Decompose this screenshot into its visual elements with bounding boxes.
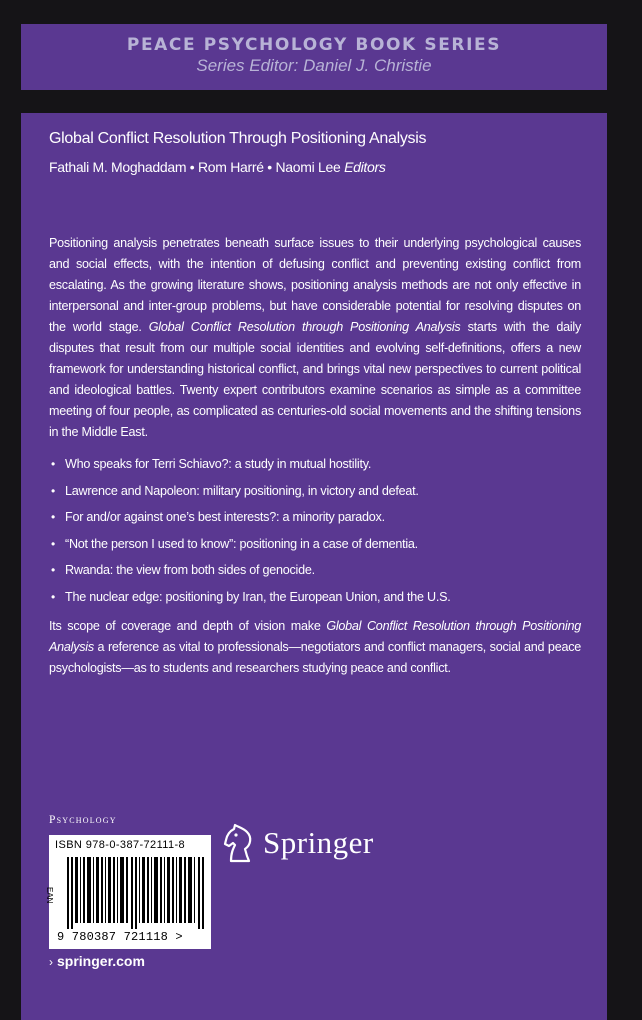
closing-end: a reference as vital to professionals—negotiators and conflict managers, social and peace psychologists—as to students and researchers studying peace and conflict. <box>49 640 581 675</box>
description-paragraph <box>49 233 581 443</box>
book-title: Global Conflict Resolution Through Positioning Analysis <box>49 130 427 147</box>
closing-paragraph <box>49 616 581 679</box>
bullet-icon: • <box>51 563 55 577</box>
bullet-icon: • <box>51 589 55 604</box>
publisher-name: Springer <box>263 825 374 860</box>
barcode-icon <box>67 857 205 929</box>
category-label: Psychology <box>49 814 117 826</box>
series-editor: Series Editor: Daniel J. Christie <box>196 56 432 75</box>
bullet-text: Rwanda: the view from both sides of genocide. <box>65 563 315 577</box>
editors-label: Editors <box>344 159 386 175</box>
back-cover-panel <box>21 113 607 1020</box>
book-editors <box>49 159 386 175</box>
bullet-icon: • <box>51 457 55 471</box>
bullet-icon: • <box>51 510 55 524</box>
paragraph-start: Positioning analysis penetrates beneath surface issues to their underlying psychological causes and social effects, with the intention of defusing conflict and preventing existing conflict from escalating. As the growing literature shows, positioning analysis methods are not only effective in interpersonal and inter-group problems, but have considerable potential for resolving disputes on the world stage. <box>49 236 581 334</box>
list-item <box>49 504 581 531</box>
ean-label: EAN <box>45 887 54 904</box>
list-item <box>49 478 581 505</box>
chevron-right-icon: › <box>49 955 53 969</box>
website-text: springer.com <box>57 953 145 969</box>
bullet-text: For and/or against one’s best interests?: a minority paradox. <box>65 510 385 524</box>
barcode-digits: 9 780387 721118 > <box>57 930 183 944</box>
series-title: PEACE PSYCHOLOGY BOOK SERIES <box>126 35 502 55</box>
bullet-text: “Not the person I used to know”: positioning in a case of dementia. <box>65 536 418 551</box>
bullet-text: Who speaks for Terri Schiavo?: a study in mutual hostility. <box>65 457 372 471</box>
publisher-website[interactable] <box>49 953 145 969</box>
list-item <box>49 451 581 478</box>
bullet-icon: • <box>51 483 55 498</box>
bullet-list <box>49 451 581 610</box>
isbn-text: ISBN 978-0-387-72111-8 <box>55 839 186 851</box>
bullet-text: Lawrence and Napoleon: military positioning, in victory and defeat. <box>65 483 419 498</box>
description <box>49 233 581 679</box>
springer-logo <box>221 823 374 863</box>
series-header <box>21 24 607 90</box>
paragraph-title-italic: Global Conflict Resolution through Positioning Analysis <box>148 320 461 334</box>
editors-names: Fathali M. Moghaddam • Rom Harré • Naomi Lee <box>49 159 341 175</box>
paragraph-end: starts with the daily disputes that result from our multiple social identities and evolving self-definitions, offers a new framework for understanding historical conflict, and brings vital new perspectives to current political and ideological battles. Twenty expert contributors examine scenarios as simple as a committee meeting of four people, as complicated as centuries-old social movements and the shifting tensions in the Middle East. <box>49 320 582 439</box>
bullet-text: The nuclear edge: positioning by Iran, the European Union, and the U.S. <box>65 589 451 604</box>
list-item <box>49 557 581 584</box>
barcode-box <box>45 835 211 949</box>
list-item <box>49 531 581 558</box>
list-item <box>49 584 581 611</box>
closing-start: Its scope of coverage and depth of vision make <box>49 619 327 633</box>
closing-title-italic: Global Conflict Resolution through Positioning Analysis <box>49 619 581 654</box>
bullet-icon: • <box>51 536 55 551</box>
chess-knight-icon <box>221 823 257 863</box>
